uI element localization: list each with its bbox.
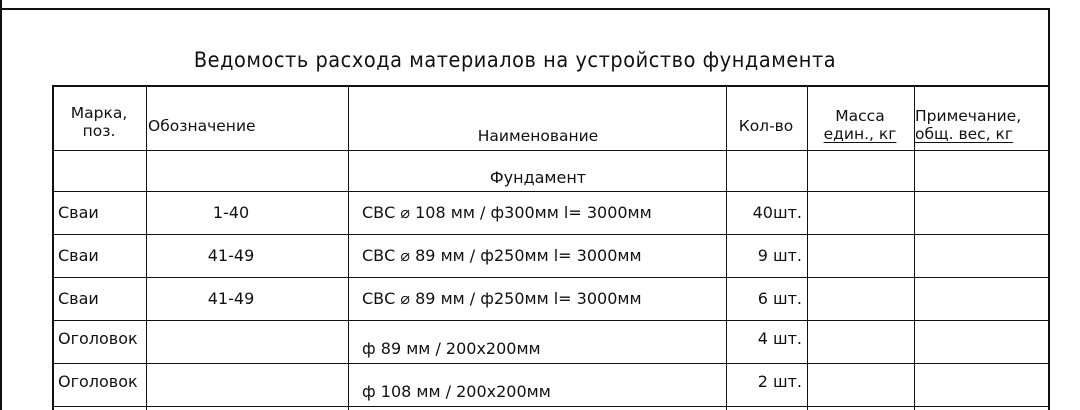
- column-divider: [914, 85, 915, 410]
- row-divider: [52, 234, 1048, 235]
- header-mark: [54, 105, 144, 141]
- header-note-line2: общ. вес, кг: [915, 124, 1014, 143]
- cell-designation: 41-49: [207, 289, 255, 308]
- cell-mark: Оголовок: [58, 372, 138, 391]
- cell-name: СВС ⌀ 89 мм / ф250мм l= 3000мм: [362, 289, 642, 308]
- header-mass-line2: един., кг: [823, 124, 897, 143]
- header-designation: Обозначение: [148, 117, 256, 135]
- cell-name: ф 108 мм / 200х200мм: [362, 382, 551, 401]
- column-divider: [146, 85, 147, 410]
- row-divider: [52, 191, 1048, 192]
- row-divider: [52, 320, 1048, 321]
- header-mark-line1: Марка,: [70, 104, 128, 122]
- header-divider: [52, 150, 1048, 151]
- cell-name: СВС ⌀ 89 мм / ф250мм l= 3000мм: [362, 246, 642, 265]
- header-mass-line1: Масса: [835, 107, 885, 125]
- cell-name: СВС ⌀ 108 мм / ф300мм l= 3000мм: [362, 203, 652, 222]
- cell-qty: 9 шт.: [757, 246, 802, 265]
- column-divider: [52, 85, 54, 410]
- cell-mark: Сваи: [58, 203, 99, 222]
- table-border-top: [52, 85, 1048, 87]
- header-note: [915, 108, 1045, 144]
- sheet-title: Ведомость расхода материалов на устройство фундамента: [193, 48, 837, 72]
- cell-mark: Сваи: [58, 246, 99, 265]
- column-divider: [348, 85, 349, 410]
- header-name: Наименование: [477, 127, 599, 145]
- row-divider: [52, 363, 1048, 364]
- row-divider: [52, 406, 1048, 407]
- header-note-line1: Примечание,: [915, 107, 1022, 125]
- cell-mark: Оголовок: [58, 329, 138, 348]
- header-mark-line2: поз.: [82, 121, 116, 140]
- header-mass: [807, 108, 913, 144]
- cell-qty: 6 шт.: [757, 289, 802, 308]
- row-divider: [52, 277, 1048, 278]
- cell-qty: 40шт.: [752, 203, 802, 222]
- column-divider: [807, 85, 808, 410]
- cell-name: ф 89 мм / 200х200мм: [362, 339, 541, 358]
- header-qty: Кол-во: [738, 117, 794, 135]
- cell-mark: Сваи: [58, 289, 99, 308]
- cell-qty: 2 шт.: [757, 372, 802, 391]
- column-divider: [726, 85, 727, 410]
- cell-designation: 1-40: [212, 203, 250, 222]
- section-title: Фундамент: [489, 168, 587, 187]
- cell-qty: 4 шт.: [757, 329, 802, 348]
- cell-designation: 41-49: [207, 246, 255, 265]
